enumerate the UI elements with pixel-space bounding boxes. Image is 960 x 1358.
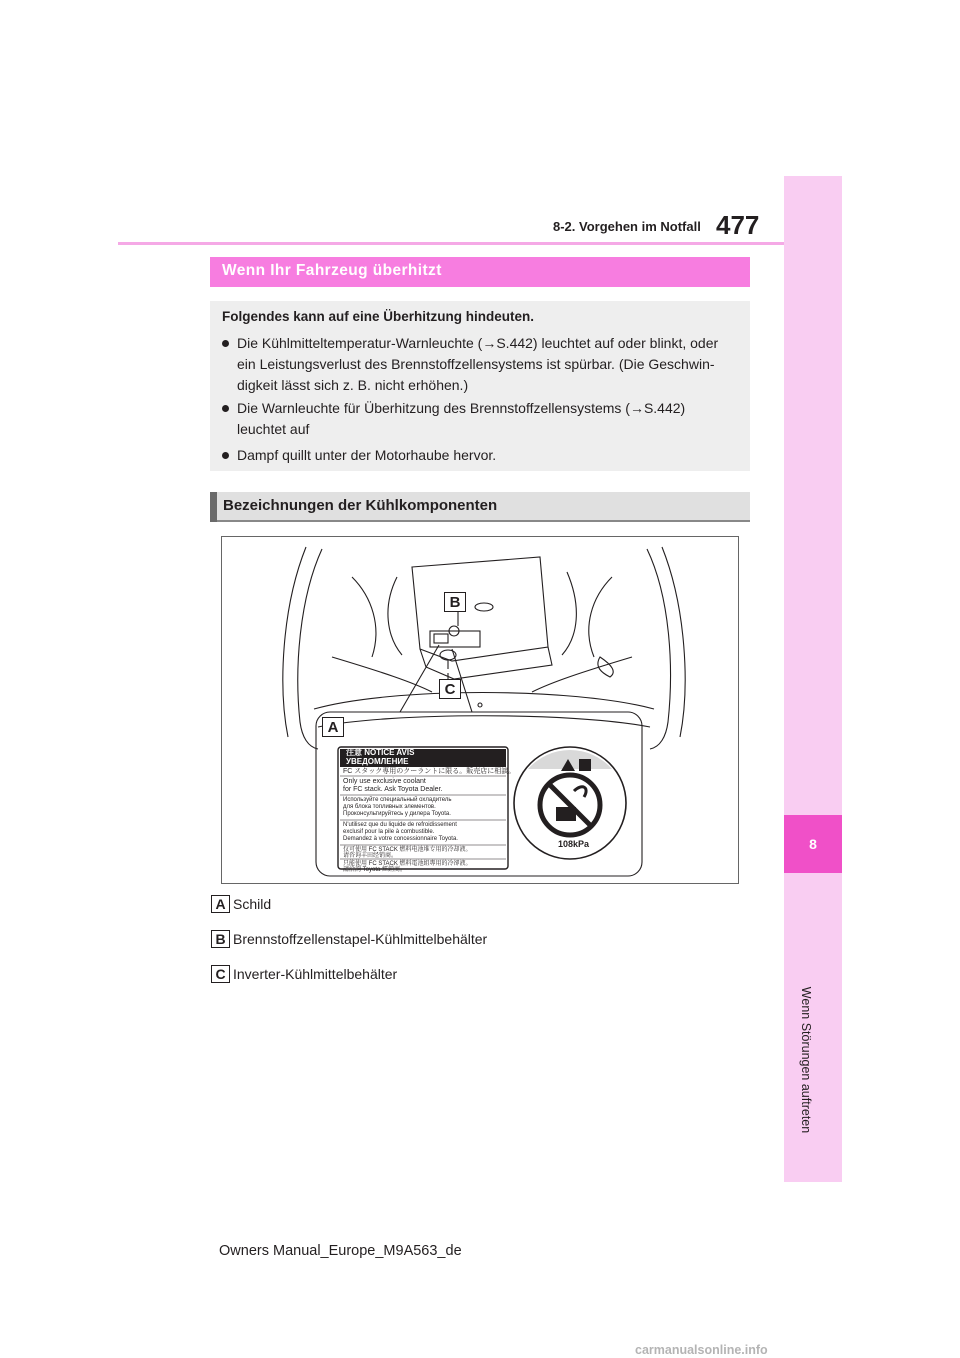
bullet-dot [222,405,229,412]
header-rule [118,242,784,245]
notice-line: для блока топливных элементов. [343,804,436,810]
notice-line: Проконсультируйтесь у дилера Toyota. [343,811,451,817]
callout-b: B [444,592,466,612]
overheat-bullet-2 [222,398,742,440]
notice-line: FC スタック専用のクーラントに限る。販売店に相談。 [343,768,516,775]
page-number: 477 [716,210,760,240]
overheat-intro: Folgendes kann auf eine Überhitzung hindeuten. [222,309,535,324]
notice-line: 请咨询丰田经销商。 [343,853,398,859]
legend-label-a: Schild [233,896,272,912]
chapter-number-badge: 8 [784,815,842,873]
watermark: carmanualsonline.info [635,1343,768,1357]
notice-title-1: 注意 NOTICE AVIS [346,748,415,757]
legend-key-c: C [211,965,230,983]
notice-line: 請洽詢 Toyota 經銷商。 [343,867,407,873]
bullet-line: Dampf quillt unter der Motorhaube hervor. [237,447,497,463]
notice-line: Demandez à votre concessionnaire Toyota. [343,836,458,842]
notice-line: for FC stack. Ask Toyota Dealer. [343,786,443,793]
notice-line: Only use exclusive coolant [343,778,426,785]
callout-a: A [322,717,344,737]
notice-line: 只能使用 FC STACK 燃料電池組專用的冷卻液。 [343,861,472,867]
legend-label-c: Inverter-Kühlmittelbehälter [233,966,398,982]
notice-line: Используйте специальный охладитель [343,797,452,803]
overheat-bullet-1 [222,333,742,396]
notice-line: 仅可使用 FC STACK 燃料电池堆专用的冷却液。 [343,847,472,853]
overheat-heading [210,257,750,287]
bullet-line: Die Kühlmitteltemperatur-Warnleuchte (→S.442) leuchtet auf oder blinkt, oder [237,335,719,351]
legend-label-b: Brennstoffzellenstapel-Kühlmittelbehälter [233,931,488,947]
bullet-dot [222,452,229,459]
notice-line: exclusif pour la pile à combustible. [343,829,435,835]
callout-c: C [439,679,461,699]
notice-title-2: УВЕДОМЛЕНИЕ [346,757,409,766]
bullet-line: leuchtet auf [237,421,310,437]
pressure-label: 108kPa [558,839,590,849]
components-heading [210,492,750,522]
chapter-title-vertical: Wenn Störungen auftreten [799,986,813,1134]
chapter-side-tab [784,176,842,1182]
engine-bay-illustration [222,537,738,883]
footer-manual-id: Owners Manual_Europe_M9A563_de [219,1243,462,1259]
overheat-bullet-3 [222,445,742,466]
section-title: 8-2. Vorgehen im Notfall [553,219,701,234]
components-heading-text: Bezeichnungen der Kühlkomponenten [223,497,498,514]
bullet-dot [222,340,229,347]
overheat-heading-text: Wenn Ihr Fahrzeug überhitzt [222,262,442,279]
legend-key-a: A [211,895,230,913]
cooling-components-figure [221,536,739,884]
notice-line: N'utilisez que du liquide de refroidissement [343,822,457,828]
heading-accent-bar [210,492,217,522]
bullet-line: digkeit lässt sich z. B. nicht erhöhen.) [237,377,469,393]
bullet-line: ein Leistungsverlust des Brennstoffzellensystems ist spürbar. (Die Geschwin- [237,356,715,372]
bullet-line: Die Warnleuchte für Überhitzung des Brennstoffzellensystems (→S.442) [237,400,686,416]
legend-key-b: B [211,930,230,948]
